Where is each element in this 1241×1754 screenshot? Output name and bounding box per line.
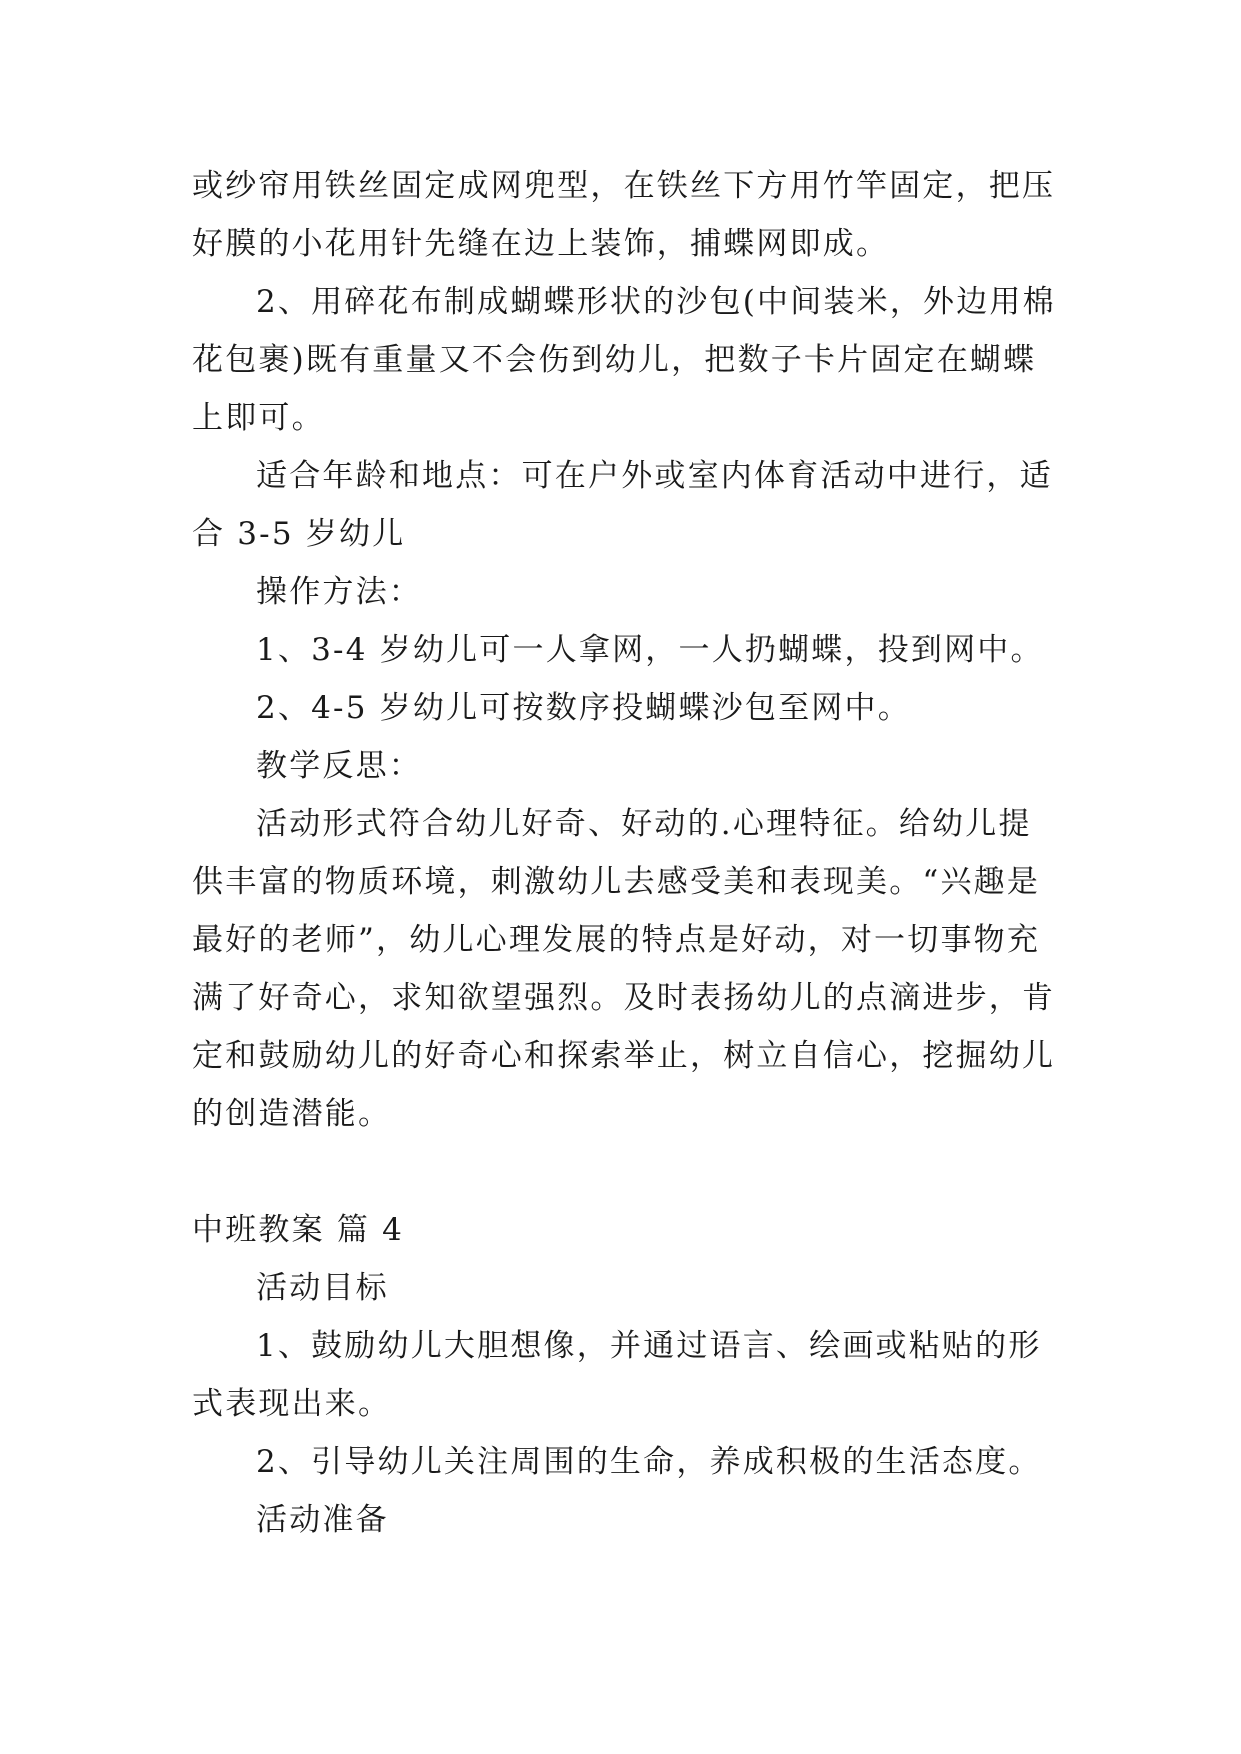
paragraph-line: 好膜的小花用针先缝在边上装饰，捕蝶网即成。: [192, 226, 890, 262]
paragraph-line: 2、引导幼儿关注周围的生命，养成积极的生活态度。: [256, 1444, 1042, 1480]
paragraph-line: 满了好奇心，求知欲望强烈。及时表扬幼儿的点滴进步，肯: [192, 980, 1056, 1016]
paragraph-line: 活动形式符合幼儿好奇、好动的.心理特征。给幼儿提: [256, 806, 1032, 842]
paragraph-line: 供丰富的物质环境，刺激幼儿去感受美和表现美。“兴趣是: [192, 864, 1041, 900]
paragraph-line: 的创造潜能。: [192, 1096, 392, 1132]
paragraph-line: 花包裹)既有重量又不会伤到幼儿，把数子卡片固定在蝴蝶: [192, 342, 1037, 378]
paragraph-line: 上即可。: [192, 400, 325, 436]
paragraph-line: 合 3-5 岁幼儿: [192, 516, 406, 552]
paragraph-line: 2、4-5 岁幼儿可按数序投蝴蝶沙包至网中。: [256, 690, 911, 726]
paragraph-line: 适合年龄和地点：可在户外或室内体育活动中进行，适: [256, 458, 1053, 494]
paragraph-line: 教学反思：: [256, 748, 422, 784]
paragraph-line: 活动准备: [256, 1502, 389, 1538]
paragraph-line: 1、3-4 岁幼儿可一人拿网，一人扔蝴蝶，投到网中。: [256, 632, 1044, 668]
paragraph-line: 定和鼓励幼儿的好奇心和探索举止，树立自信心，挖掘幼儿: [192, 1038, 1056, 1074]
paragraph-line: 2、用碎花布制成蝴蝶形状的沙包(中间装米，外边用棉: [256, 284, 1056, 320]
paragraph-line: 式表现出来。: [192, 1386, 392, 1422]
paragraph-line: 1、鼓励幼儿大胆想像，并通过语言、绘画或粘贴的形: [256, 1328, 1042, 1364]
paragraph-line: 操作方法：: [256, 574, 422, 610]
section-heading: 中班教案 篇 4: [192, 1212, 405, 1248]
paragraph-line: 或纱帘用铁丝固定成网兜型，在铁丝下方用竹竿固定，把压: [192, 168, 1056, 204]
paragraph-line: 最好的老师”，幼儿心理发展的特点是好动，对一切事物充: [192, 922, 1041, 958]
paragraph-line: 活动目标: [256, 1270, 389, 1306]
